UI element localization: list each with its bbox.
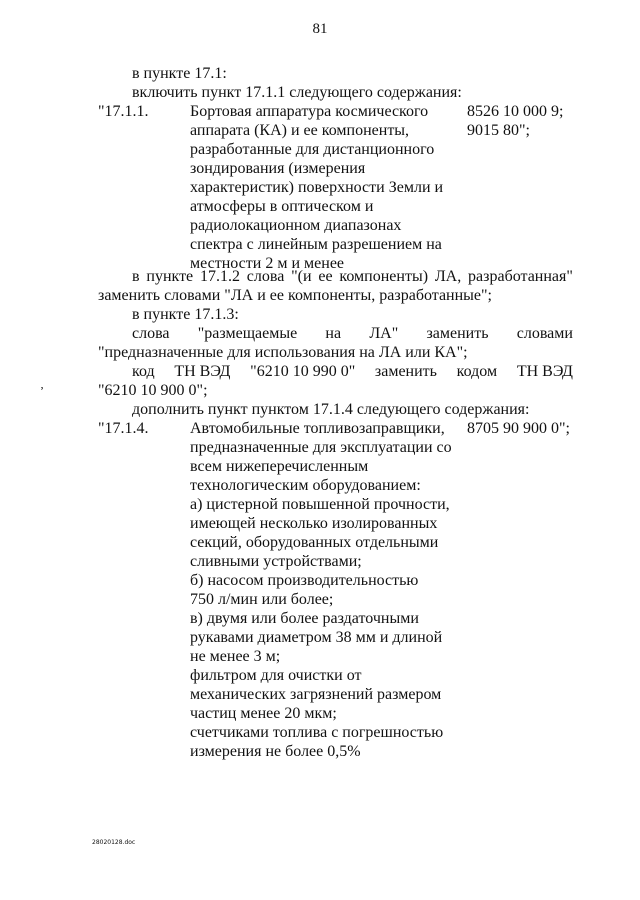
code-line: 9015 80"; (467, 122, 530, 139)
desc-line: а) цистерной повышенной прочности, (190, 496, 450, 513)
desc-line: всем нижеперечисленным (190, 458, 369, 475)
code-line: 8526 10 000 9; (467, 103, 564, 120)
desc-line: б) насосом производительностью (190, 572, 419, 589)
desc-line: Бортовая аппаратура космического (190, 103, 429, 120)
word: "(и (291, 268, 312, 285)
word: слова (246, 268, 285, 285)
word: в (132, 268, 140, 285)
desc-line: характеристик) поверхности Земли и (190, 179, 444, 196)
desc-line: 750 л/мин или более; (190, 591, 334, 608)
footer-doc-code: 28020128.doc (92, 839, 136, 846)
paragraph-words-line-1 (132, 324, 573, 343)
word: ТН ВЭД (174, 363, 231, 380)
desc-line: разработанные для дистанционного (190, 141, 435, 158)
desc-line: имеющей несколько изолированных (190, 515, 438, 532)
word: пункте (146, 268, 194, 285)
desc-line: технологическим оборудованием: (190, 477, 421, 494)
paragraph-17-1-heading: в пункте 17.1: (132, 65, 227, 82)
item-17-1-4-code: 8705 90 900 0"; (467, 420, 570, 437)
paragraph-17-1-3-heading: в пункте 17.1.3: (132, 306, 239, 323)
item-17-1-4-number: "17.1.4. (98, 420, 149, 437)
margin-mark: ‚ (40, 377, 44, 391)
desc-line: Автомобильные топливозаправщики, (190, 420, 445, 437)
word: на (325, 325, 342, 342)
word: "6210 10 990 0" (250, 363, 356, 380)
word: ЛА" (369, 325, 399, 342)
desc-line: местности 2 м и менее (190, 255, 345, 272)
word: "размещаемые (197, 325, 298, 342)
word: ее (318, 268, 333, 285)
desc-line: секций, оборудованных отдельными (190, 534, 439, 551)
desc-line: рукавами диаметром 38 мм и длиной (190, 629, 443, 646)
paragraph-17-1-2-line-2: заменить словами "ЛА и ее компоненты, разработанные"; (98, 287, 492, 304)
desc-line: спектра с линейным разрешением на (190, 236, 442, 253)
desc-line: зондирования (измерения (190, 160, 366, 177)
desc-line: частиц менее 20 мкм; (190, 705, 337, 722)
desc-line: радиолокационном диапазонах (190, 217, 402, 234)
paragraph-add-17-1-4: дополнить пункт пунктом 17.1.4 следующего содержания: (132, 401, 530, 418)
desc-line: атмосферы в оптическом и (190, 198, 374, 215)
word: код (132, 363, 155, 380)
desc-line: измерения не более 0,5% (190, 743, 361, 760)
paragraph-words-line-2: "предназначенные для использования на ЛА или КА"; (98, 344, 468, 361)
word: кодом (456, 363, 498, 380)
item-17-1-1-description (190, 102, 443, 273)
word: слова (132, 325, 170, 342)
desc-line: счетчиками топлива с погрешностью (190, 724, 444, 741)
desc-line: фильтром для очистки от (190, 667, 362, 684)
word: разработанная" (468, 268, 573, 285)
item-17-1-1-codes (467, 102, 563, 140)
word: 17.1.2 (199, 268, 240, 285)
paragraph-code-line-1 (132, 362, 573, 381)
word: компоненты) (339, 268, 429, 285)
word: ЛА, (434, 268, 462, 285)
word: заменить (374, 363, 437, 380)
word: словами (516, 325, 573, 342)
paragraph-include-17-1-1: включить пункт 17.1.1 следующего содержания: (132, 84, 462, 101)
paragraph-17-1-2-line-1 (132, 267, 573, 286)
desc-line: в) двумя или более раздаточными (190, 610, 419, 627)
desc-line: сливными устройствами; (190, 553, 362, 570)
desc-line: аппарата (КА) и ее компоненты, (190, 122, 410, 139)
word: ТН ВЭД (516, 363, 573, 380)
word: заменить (426, 325, 489, 342)
desc-line: предназначенные для эксплуатации со (190, 439, 452, 456)
item-17-1-4-description (190, 419, 452, 761)
page-number: 81 (312, 21, 328, 37)
item-17-1-1-number: "17.1.1. (98, 103, 149, 120)
paragraph-code-line-2: "6210 10 900 0"; (98, 382, 208, 399)
desc-line: механических загрязнений размером (190, 686, 442, 703)
desc-line: не менее 3 м; (190, 648, 281, 665)
